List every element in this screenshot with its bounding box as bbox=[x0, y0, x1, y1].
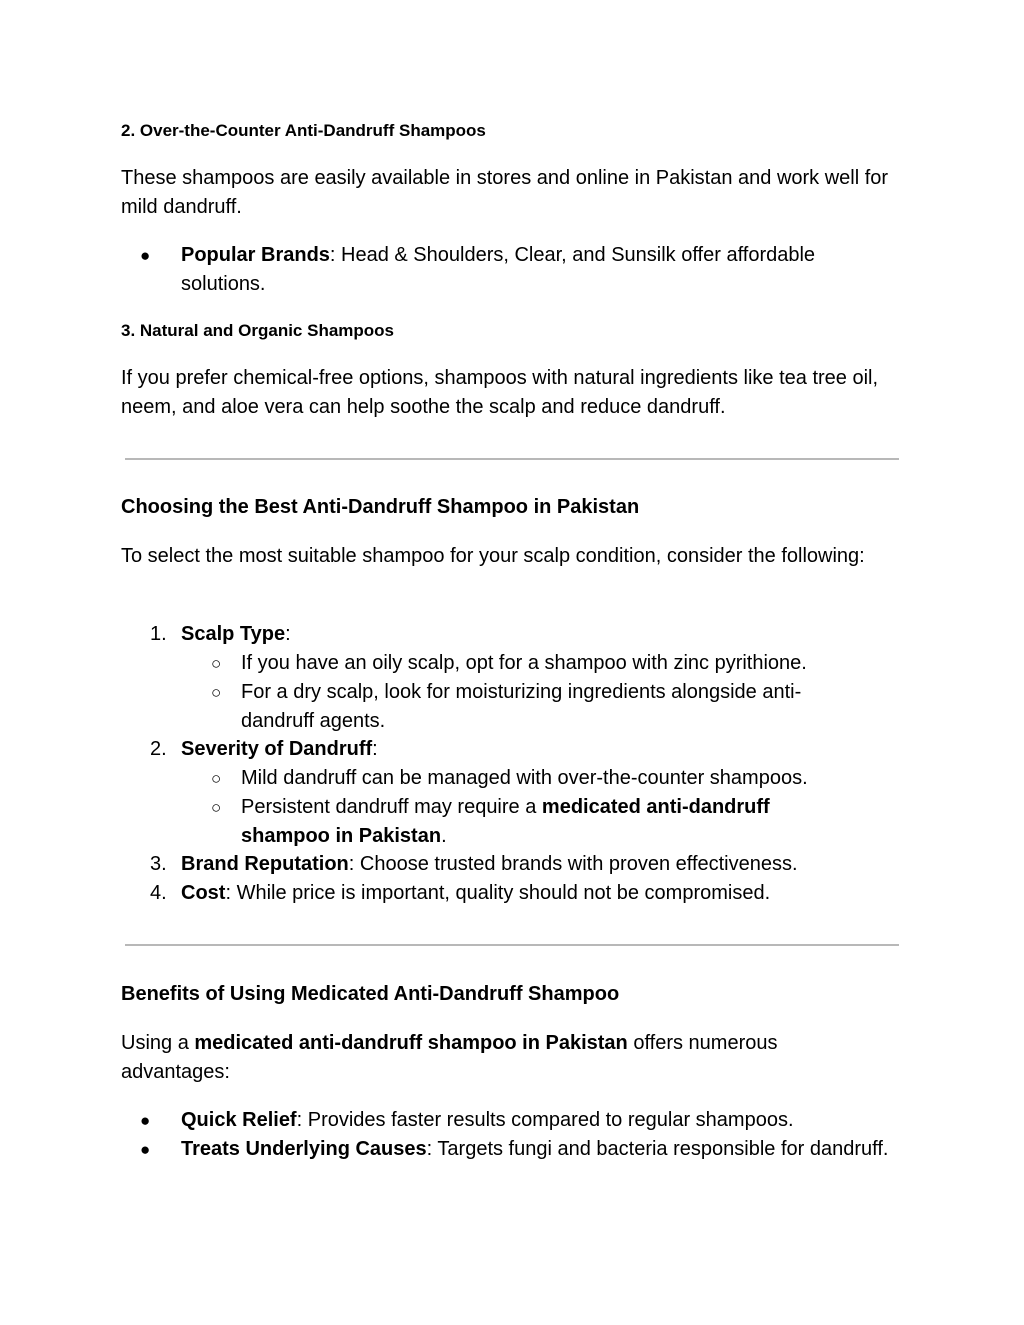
section-heading-otc: 2. Over-the-Counter Anti-Dandruff Shampoos bbox=[121, 121, 486, 140]
list-number: 2. bbox=[150, 738, 167, 760]
circle-bullet-icon: ○ bbox=[211, 798, 222, 817]
sub-list-item: If you have an oily scalp, opt for a shampoo with zinc pyrithione. bbox=[241, 652, 807, 674]
list-item-underlying-causes: Treats Underlying Causes: Targets fungi and bacteria responsible for dandruff. bbox=[181, 1138, 889, 1160]
list-item-severity: Severity of Dandruff: bbox=[181, 738, 378, 760]
list-item-quick-relief: Quick Relief: Provides faster results compared to regular shampoos. bbox=[181, 1109, 794, 1131]
list-item-popular-brands: Popular Brands: Head & Shoulders, Clear, and Sunsilk offer affordable solutions. bbox=[181, 244, 816, 295]
paragraph-natural: If you prefer chemical-free options, shampoos with natural ingredients like tea tree oil, neem, and aloe vera can help soothe the scalp and reduce dandruff. bbox=[121, 367, 879, 418]
paragraph-benefits: Using a medicated anti-dandruff shampoo in Pakistan offers numerous advantages: bbox=[121, 1032, 778, 1083]
section-heading-choosing: Choosing the Best Anti-Dandruff Shampoo in Pakistan bbox=[121, 496, 640, 518]
paragraph-choosing: To select the most suitable shampoo for your scalp condition, consider the following: bbox=[121, 545, 865, 567]
sub-list-item: For a dry scalp, look for moisturizing ingredients alongside anti-dandruff agents. bbox=[241, 681, 802, 732]
sub-list-item: Mild dandruff can be managed with over-the-counter shampoos. bbox=[241, 767, 808, 789]
circle-bullet-icon: ○ bbox=[211, 654, 222, 673]
list-number: 3. bbox=[150, 853, 167, 875]
circle-bullet-icon: ○ bbox=[211, 769, 222, 788]
list-item-scalp-type: Scalp Type: bbox=[181, 623, 291, 645]
divider bbox=[125, 458, 899, 460]
list-item-brand-reputation: Brand Reputation: Choose trusted brands with proven effectiveness. bbox=[181, 853, 798, 875]
circle-bullet-icon: ○ bbox=[211, 683, 222, 702]
paragraph-otc: These shampoos are easily available in stores and online in Pakistan and work well for mild dandruff. bbox=[121, 167, 889, 218]
bullet-icon: ● bbox=[140, 246, 151, 265]
bullet-icon: ● bbox=[140, 1111, 151, 1130]
section-heading-benefits: Benefits of Using Medicated Anti-Dandruff Shampoo bbox=[121, 983, 620, 1005]
bullet-icon: ● bbox=[140, 1140, 151, 1159]
list-number: 4. bbox=[150, 882, 167, 904]
divider bbox=[125, 944, 899, 946]
sub-list-item: Persistent dandruff may require a medicated anti-dandruff shampoo in Pakistan. bbox=[241, 796, 770, 847]
list-item-cost: Cost: While price is important, quality should not be compromised. bbox=[181, 882, 771, 904]
list-number: 1. bbox=[150, 623, 167, 645]
section-heading-natural: 3. Natural and Organic Shampoos bbox=[121, 321, 395, 340]
